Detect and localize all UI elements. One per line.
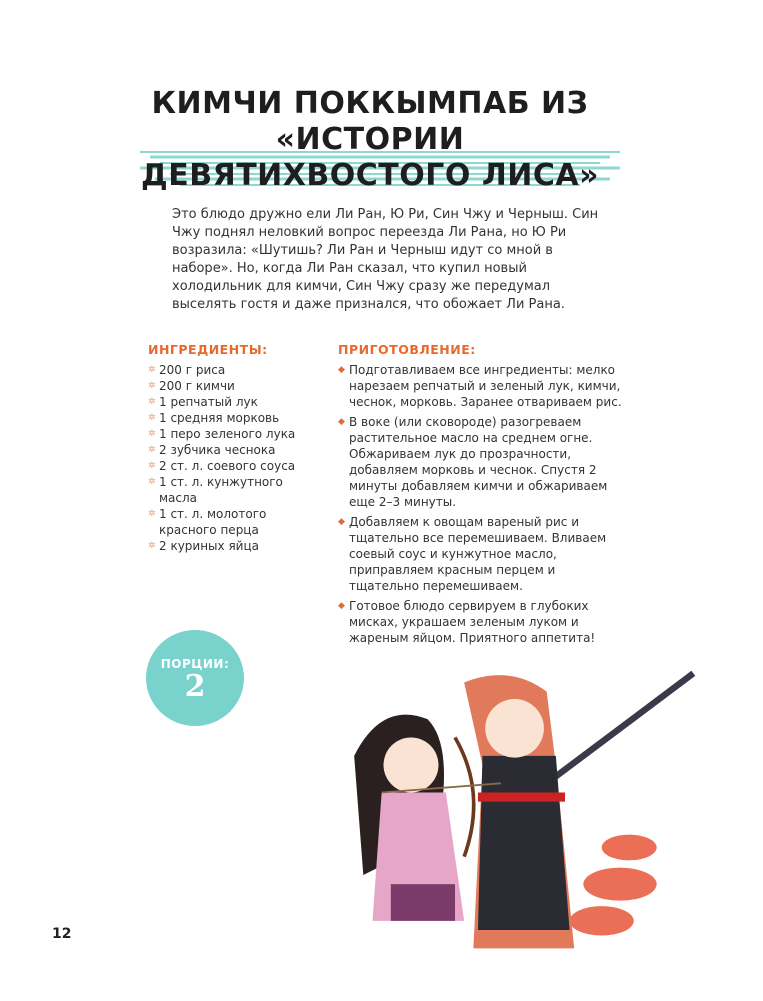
preparation-step — [338, 414, 628, 510]
ingredient-text: 2 куриных яйца — [159, 539, 259, 553]
diamond-bullet-icon: ◆ — [338, 417, 345, 427]
title-line-2: ДЕВЯТИХВОСТОГО ЛИСА» — [141, 158, 599, 193]
ingredient-text: 1 ст. л. кунжутного масла — [159, 475, 283, 505]
servings-badge — [146, 630, 244, 726]
diamond-bullet-icon: ◆ — [338, 517, 345, 527]
diamond-bullet-icon: ◆ — [338, 365, 345, 375]
ingredient-item — [148, 474, 323, 506]
star-bullet-icon: ✲ — [148, 365, 156, 375]
star-bullet-icon: ✲ — [148, 413, 156, 423]
ingredients-list — [148, 362, 323, 554]
star-bullet-icon: ✲ — [148, 445, 156, 455]
preparation-list — [338, 362, 628, 650]
ingredient-item — [148, 538, 323, 554]
step-text: Добавляем к овощам вареный рис и тщательно все перемешиваем. Вливаем соевый соус и кунжутное масло, приправляем красным перцем и тщательно перемешиваем. — [349, 515, 607, 593]
characters-illustration — [310, 655, 710, 985]
star-bullet-icon: ✲ — [148, 381, 156, 391]
ingredient-text: 1 ст. л. молотого красного перца — [159, 507, 267, 537]
preparation-step — [338, 598, 628, 646]
title-line-1: КИМЧИ ПОККЫМПАБ ИЗ «ИСТОРИИ — [151, 86, 589, 157]
bow-icon — [455, 738, 474, 857]
diamond-bullet-icon: ◆ — [338, 601, 345, 611]
ingredient-item — [148, 378, 323, 394]
sword-icon — [547, 673, 694, 783]
ingredient-text: 2 ст. л. соевого соуса — [159, 459, 296, 473]
step-text: Готовое блюдо сервируем в глубоких мисках, украшаем зеленым луком и жареным яйцом. Приятного аппетита! — [349, 599, 596, 645]
servings-value: 2 — [184, 669, 206, 704]
intro-paragraph: Это блюдо дружно ели Ли Ран, Ю Ри, Син Чжу и Черныш. Син Чжу поднял неловкий вопрос переезда Ли Рана, но Ю Ри возразила: «Шутишь? Ли Ран и Черныш идут со мной в наборе». Но, когда Ли Ран сказал, что купил новый холодильник для кимчи, Син Чжу сразу же передумал выселять гостя и даже признался, что обожает Ли Рана. — [172, 207, 599, 312]
ingredient-item — [148, 442, 323, 458]
star-bullet-icon: ✲ — [148, 509, 156, 519]
step-text: Подготавливаем все ингредиенты: мелко нарезаем репчатый и зеленый лук, кимчи, чеснок, морковь. Заранее отвариваем рис. — [349, 363, 622, 409]
ingredient-text: 200 г кимчи — [159, 379, 235, 393]
ingredients-heading: ИНГРЕДИЕНТЫ: — [148, 342, 268, 357]
ingredient-item — [148, 394, 323, 410]
ingredient-item — [148, 506, 323, 538]
star-bullet-icon: ✲ — [148, 461, 156, 471]
preparation-step — [338, 514, 628, 594]
ingredient-text: 1 репчатый лук — [159, 395, 258, 409]
ingredient-text: 1 перо зеленого лука — [159, 427, 296, 441]
page-number: 12 — [52, 926, 72, 942]
star-bullet-icon: ✲ — [148, 397, 156, 407]
ingredient-item — [148, 426, 323, 442]
star-bullet-icon: ✲ — [148, 429, 156, 439]
recipe-title — [100, 86, 640, 194]
fox-tails-icon — [570, 835, 657, 936]
ingredient-text: 2 зубчика чеснока — [159, 443, 276, 457]
star-bullet-icon: ✲ — [148, 477, 156, 487]
ingredient-item — [148, 458, 323, 474]
ingredient-item — [148, 410, 323, 426]
step-text: В воке (или сковороде) разогреваем растительное масло на среднем огне. Обжариваем лук до прозрачности, добавляем морковь и чеснок. Спустя 2 минуты добавляем кимчи и обжариваем еще 2–3 минуты. — [349, 415, 608, 509]
preparation-step — [338, 362, 628, 410]
ingredient-text: 200 г риса — [159, 363, 226, 377]
preparation-heading: ПРИГОТОВЛЕНИЕ: — [338, 342, 476, 357]
servings-label: ПОРЦИИ: — [160, 657, 230, 671]
star-bullet-icon: ✲ — [148, 541, 156, 551]
ingredient-item — [148, 362, 323, 378]
ingredient-text: 1 средняя морковь — [159, 411, 280, 425]
